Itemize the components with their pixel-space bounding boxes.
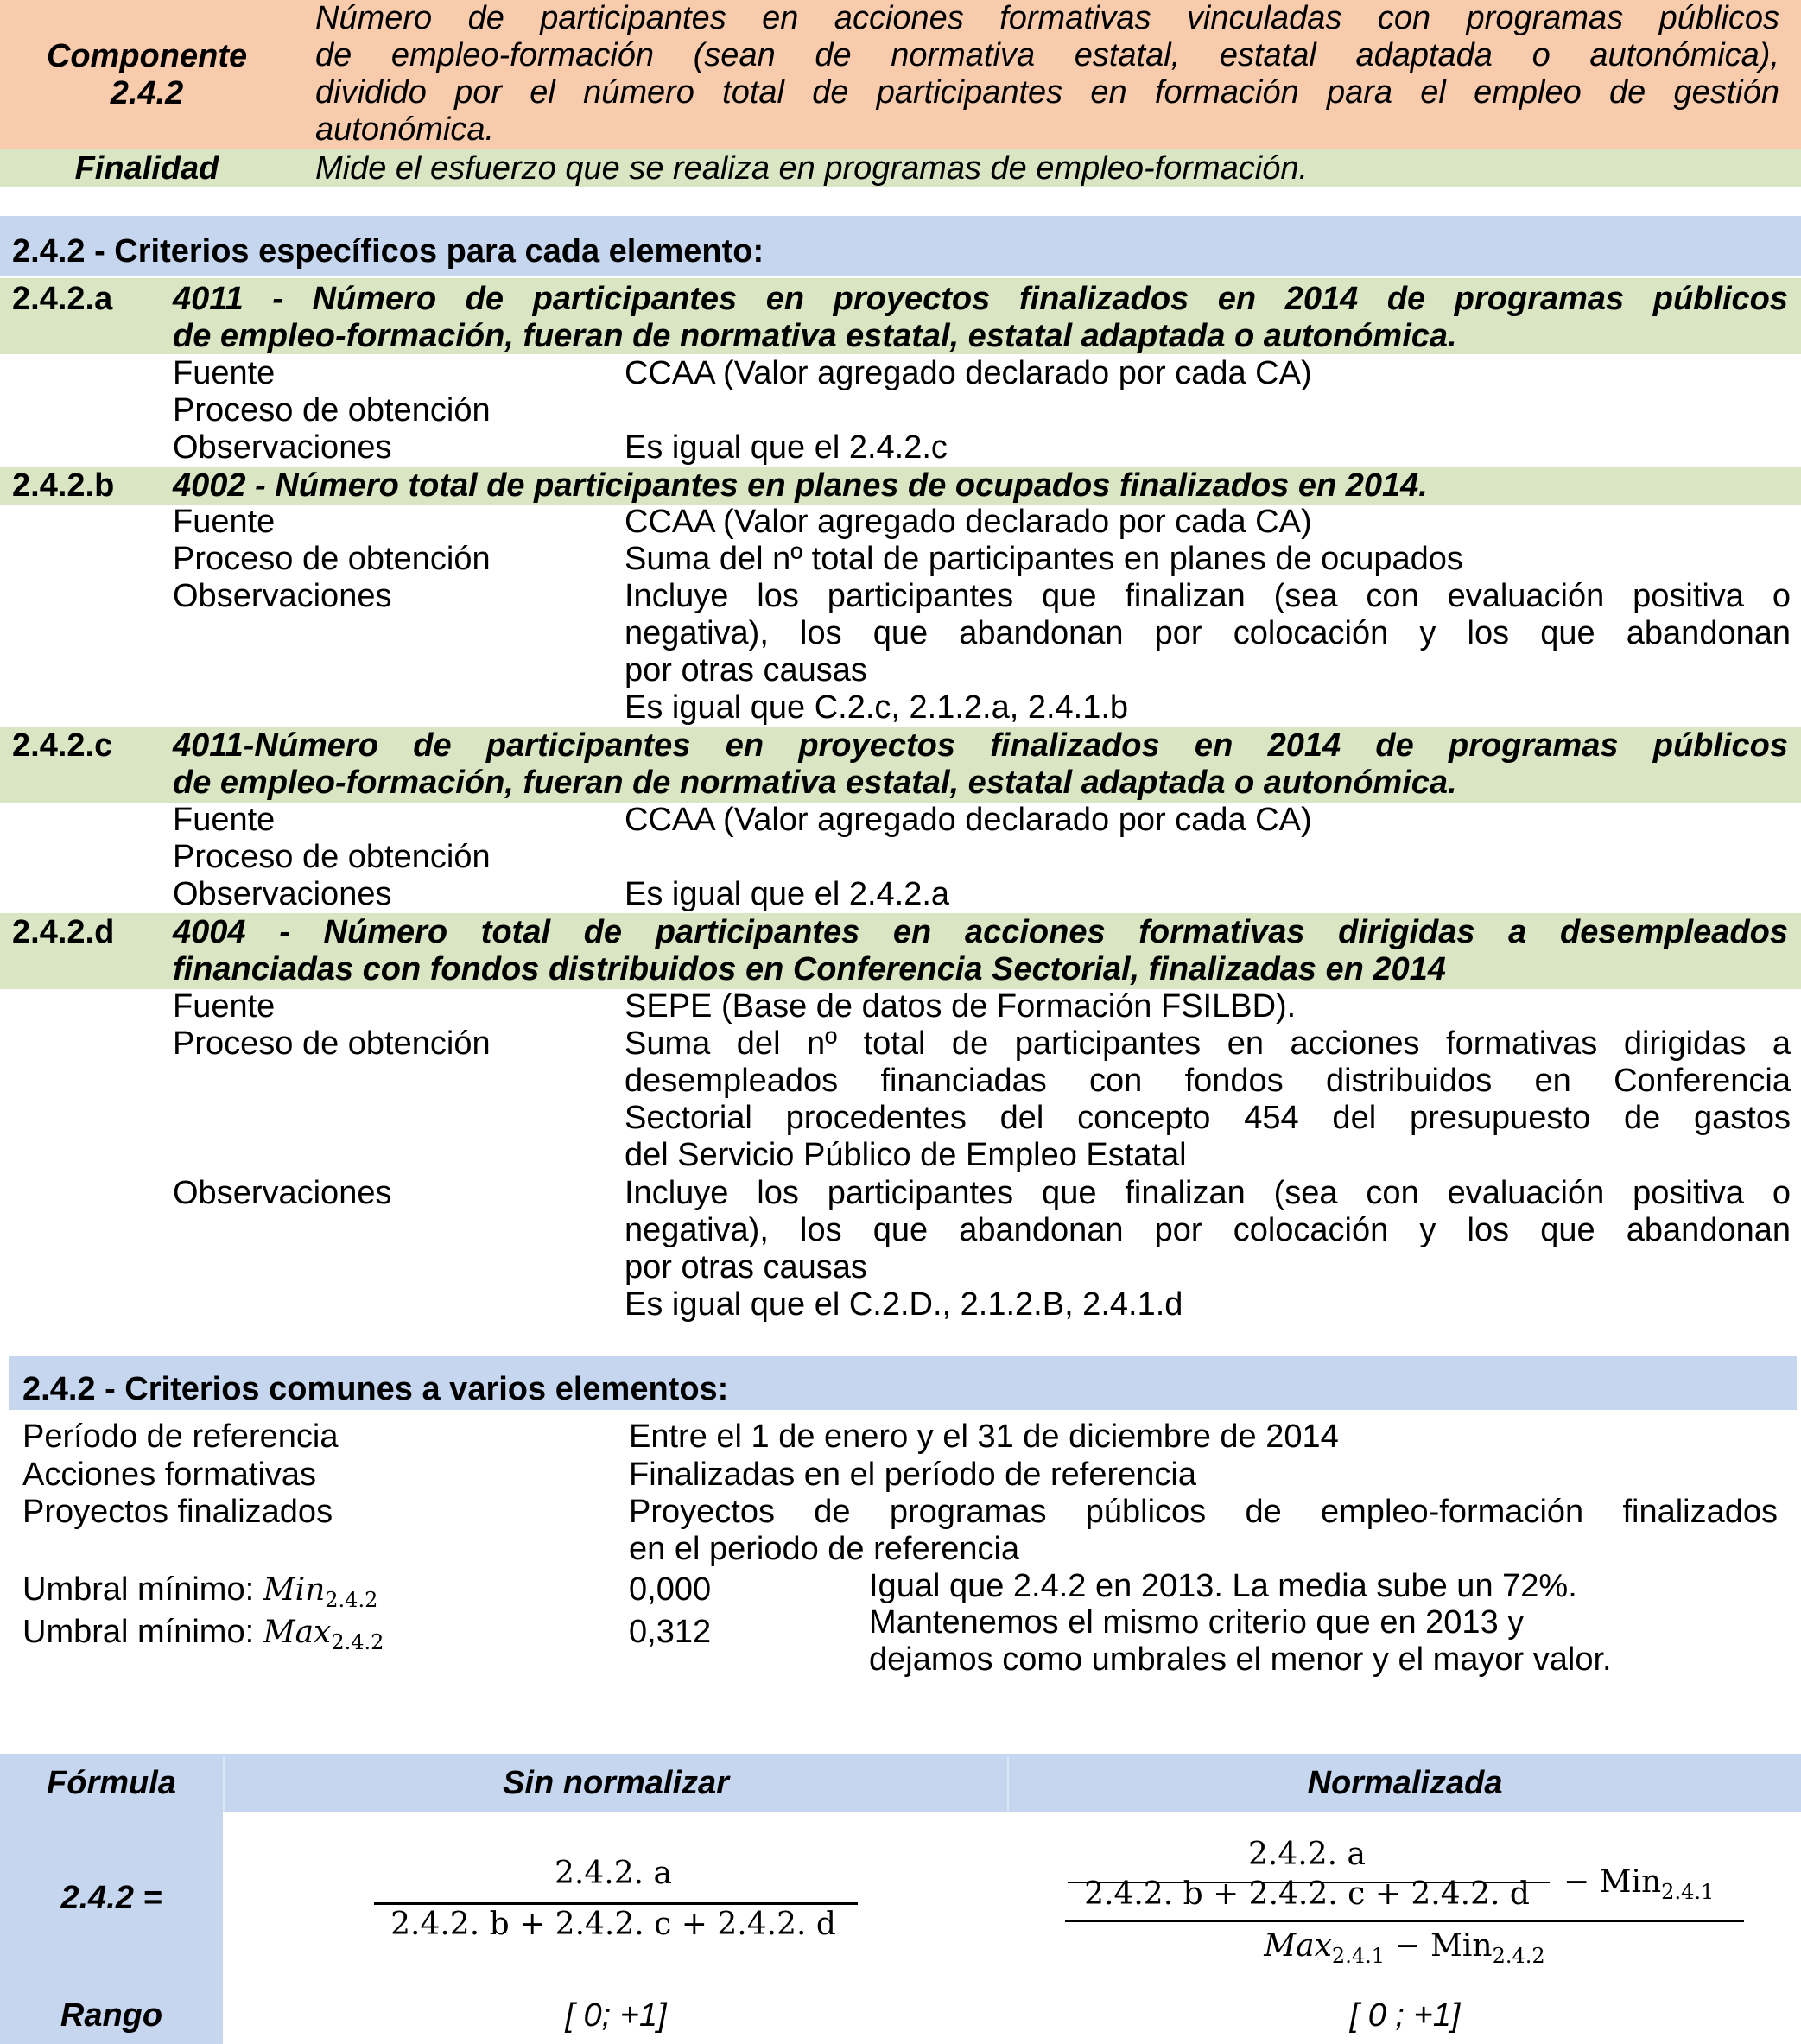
element-b-title: 4002 - Número total de participantes en planes de ocupados finalizados en 2014.	[173, 467, 1428, 504]
element-a-code: 2.4.2.a	[12, 281, 113, 317]
umbral-min-label: Umbral mínimo: Min$_{2.4.2}$	[22, 1571, 378, 1612]
element-c-obs-label: Observaciones	[173, 876, 392, 912]
rango-label: Rango	[60, 1997, 163, 2034]
comunes-title: 2.4.2 - Criterios comunes a varios elementos:	[22, 1371, 729, 1407]
formula-col-formula: Fórmula	[47, 1765, 176, 1801]
comunes-row-acciones-value: Finalizadas en el período de referencia	[629, 1457, 1196, 1493]
element-d-code: 2.4.2.d	[12, 914, 115, 950]
element-a-fuente-label: Fuente	[173, 355, 276, 391]
umbral-min-note: Igual que 2.4.2 en 2013. La media sube un 72%.	[869, 1568, 1577, 1604]
element-c-proceso-label: Proceso de obtención	[173, 839, 491, 875]
norm-denominator: Max$_{2.4.1}$ − Min$_{2.4.2}$	[1264, 1928, 1545, 1968]
element-b-obs: Incluye los participantes que finalizan (sea con evaluación positiva o negativa), los que abandonan por colocación y los que abandonan por otras causas Es igual que C.2.c, 2.1.2.a, 2.4.1.b	[625, 578, 1791, 726]
componente-label: Componente 2.4.2	[46, 38, 248, 111]
element-b-obs-label: Observaciones	[173, 578, 392, 614]
sin-denominator: 2.4.2. b + 2.4.2. c + 2.4.2. d	[390, 1907, 836, 1942]
element-c-code: 2.4.2.c	[12, 727, 113, 764]
element-a-obs-label: Observaciones	[173, 429, 392, 466]
rango-norm: [ 0 ; +1]	[1349, 1997, 1461, 2034]
formula-col-norm: Normalizada	[1307, 1765, 1503, 1801]
componente-description: Número de participantes en acciones formativas vinculadas con programas públicos de empleo-formación (sean de normativa estatal, estatal adaptada o autonómica), dividido por el número total de participantes en formación para el empleo de gestión autonómica.	[315, 0, 1779, 148]
element-a-title: 4011 - Número de participantes en proyectos finalizados en 2014 de programas públicos de empleo-formación, fueran de normativa estatal, estatal adaptada o autonómica.	[173, 281, 1788, 354]
element-a-proceso-label: Proceso de obtención	[173, 392, 491, 428]
element-b-proceso: Suma del nº total de participantes en planes de ocupados	[625, 541, 1463, 577]
sin-numerator: 2.4.2. a	[555, 1856, 672, 1891]
sin-fraction-bar	[374, 1902, 858, 1905]
umbral-max-note: Mantenemos el mismo criterio que en 2013 y dejamos como umbrales el menor y el mayor valor.	[869, 1604, 1612, 1678]
element-a-fuente: CCAA (Valor agregado declarado por cada CA)	[625, 355, 1312, 391]
norm-main-fraction-bar	[1065, 1920, 1744, 1922]
umbral-max-value: 0,312	[629, 1614, 712, 1650]
element-c-title: 4011-Número de participantes en proyectos finalizados en 2014 de programas públicos de empleo-formación, fueran de normativa estatal, estatal adaptada o autonómica.	[173, 727, 1788, 801]
formula-row-label: 2.4.2 =	[60, 1880, 162, 1916]
umbral-max-label: Umbral mínimo: Max$_{2.4.2}$	[22, 1614, 384, 1654]
comunes-row-periodo-label: Período de referencia	[22, 1419, 339, 1455]
element-c-obs: Es igual que el 2.4.2.a	[625, 876, 950, 912]
finalidad-label: Finalidad	[74, 150, 219, 187]
element-d-fuente: SEPE (Base de datos de Formación FSILBD).	[625, 988, 1297, 1025]
element-d-proceso: Suma del nº total de participantes en acciones formativas dirigidas a desempleados financiadas con fondos distribuidos en Conferencia Sectorial procedentes del concepto 454 del presupuesto de gastos del Servicio Público de Empleo Estatal	[625, 1025, 1791, 1173]
element-d-fuente-label: Fuente	[173, 988, 276, 1025]
element-c-fuente: CCAA (Valor agregado declarado por cada CA)	[625, 802, 1312, 838]
element-d-obs-label: Observaciones	[173, 1175, 392, 1211]
especificos-title: 2.4.2 - Criterios específicos para cada elemento:	[12, 233, 764, 270]
finalidad-text: Mide el esfuerzo que se realiza en programas de empleo-formación.	[315, 150, 1309, 187]
formula-col-sin: Sin normalizar	[503, 1765, 729, 1801]
element-d-title: 4004 - Número total de participantes en acciones formativas dirigidas a desempleados financiadas con fondos distribuidos en Conferencia Sectorial, finalizadas en 2014	[173, 914, 1788, 987]
element-c-fuente-label: Fuente	[173, 802, 276, 838]
comunes-row-proyectos-label: Proyectos finalizados	[22, 1494, 333, 1530]
norm-inner-denominator: 2.4.2. b + 2.4.2. c + 2.4.2. d	[1084, 1876, 1530, 1912]
comunes-row-periodo-value: Entre el 1 de enero y el 31 de diciembre de 2014	[629, 1419, 1339, 1455]
umbral-min-value: 0,000	[629, 1571, 712, 1608]
element-b-code: 2.4.2.b	[12, 467, 115, 504]
comunes-row-proyectos-value: Proyectos de programas públicos de empleo-formación finalizados en el periodo de referencia	[629, 1494, 1778, 1567]
comunes-row-acciones-label: Acciones formativas	[22, 1457, 317, 1493]
element-b-fuente: CCAA (Valor agregado declarado por cada CA)	[625, 504, 1312, 540]
norm-inner-numerator: 2.4.2. a	[1248, 1837, 1366, 1872]
rango-sin: [ 0; +1]	[565, 1997, 667, 2034]
element-d-proceso-label: Proceso de obtención	[173, 1025, 491, 1062]
norm-minus-min: − Min$_{2.4.1}$	[1563, 1864, 1715, 1904]
element-d-obs: Incluye los participantes que finalizan (sea con evaluación positiva o negativa), los que abandonan por colocación y los que abandonan por otras causas Es igual que el C.2.D., 2.1.2.B, 2.4.1.d	[625, 1175, 1791, 1323]
element-b-fuente-label: Fuente	[173, 504, 276, 540]
element-b-proceso-label: Proceso de obtención	[173, 541, 491, 577]
element-a-obs: Es igual que el 2.4.2.c	[625, 429, 948, 466]
